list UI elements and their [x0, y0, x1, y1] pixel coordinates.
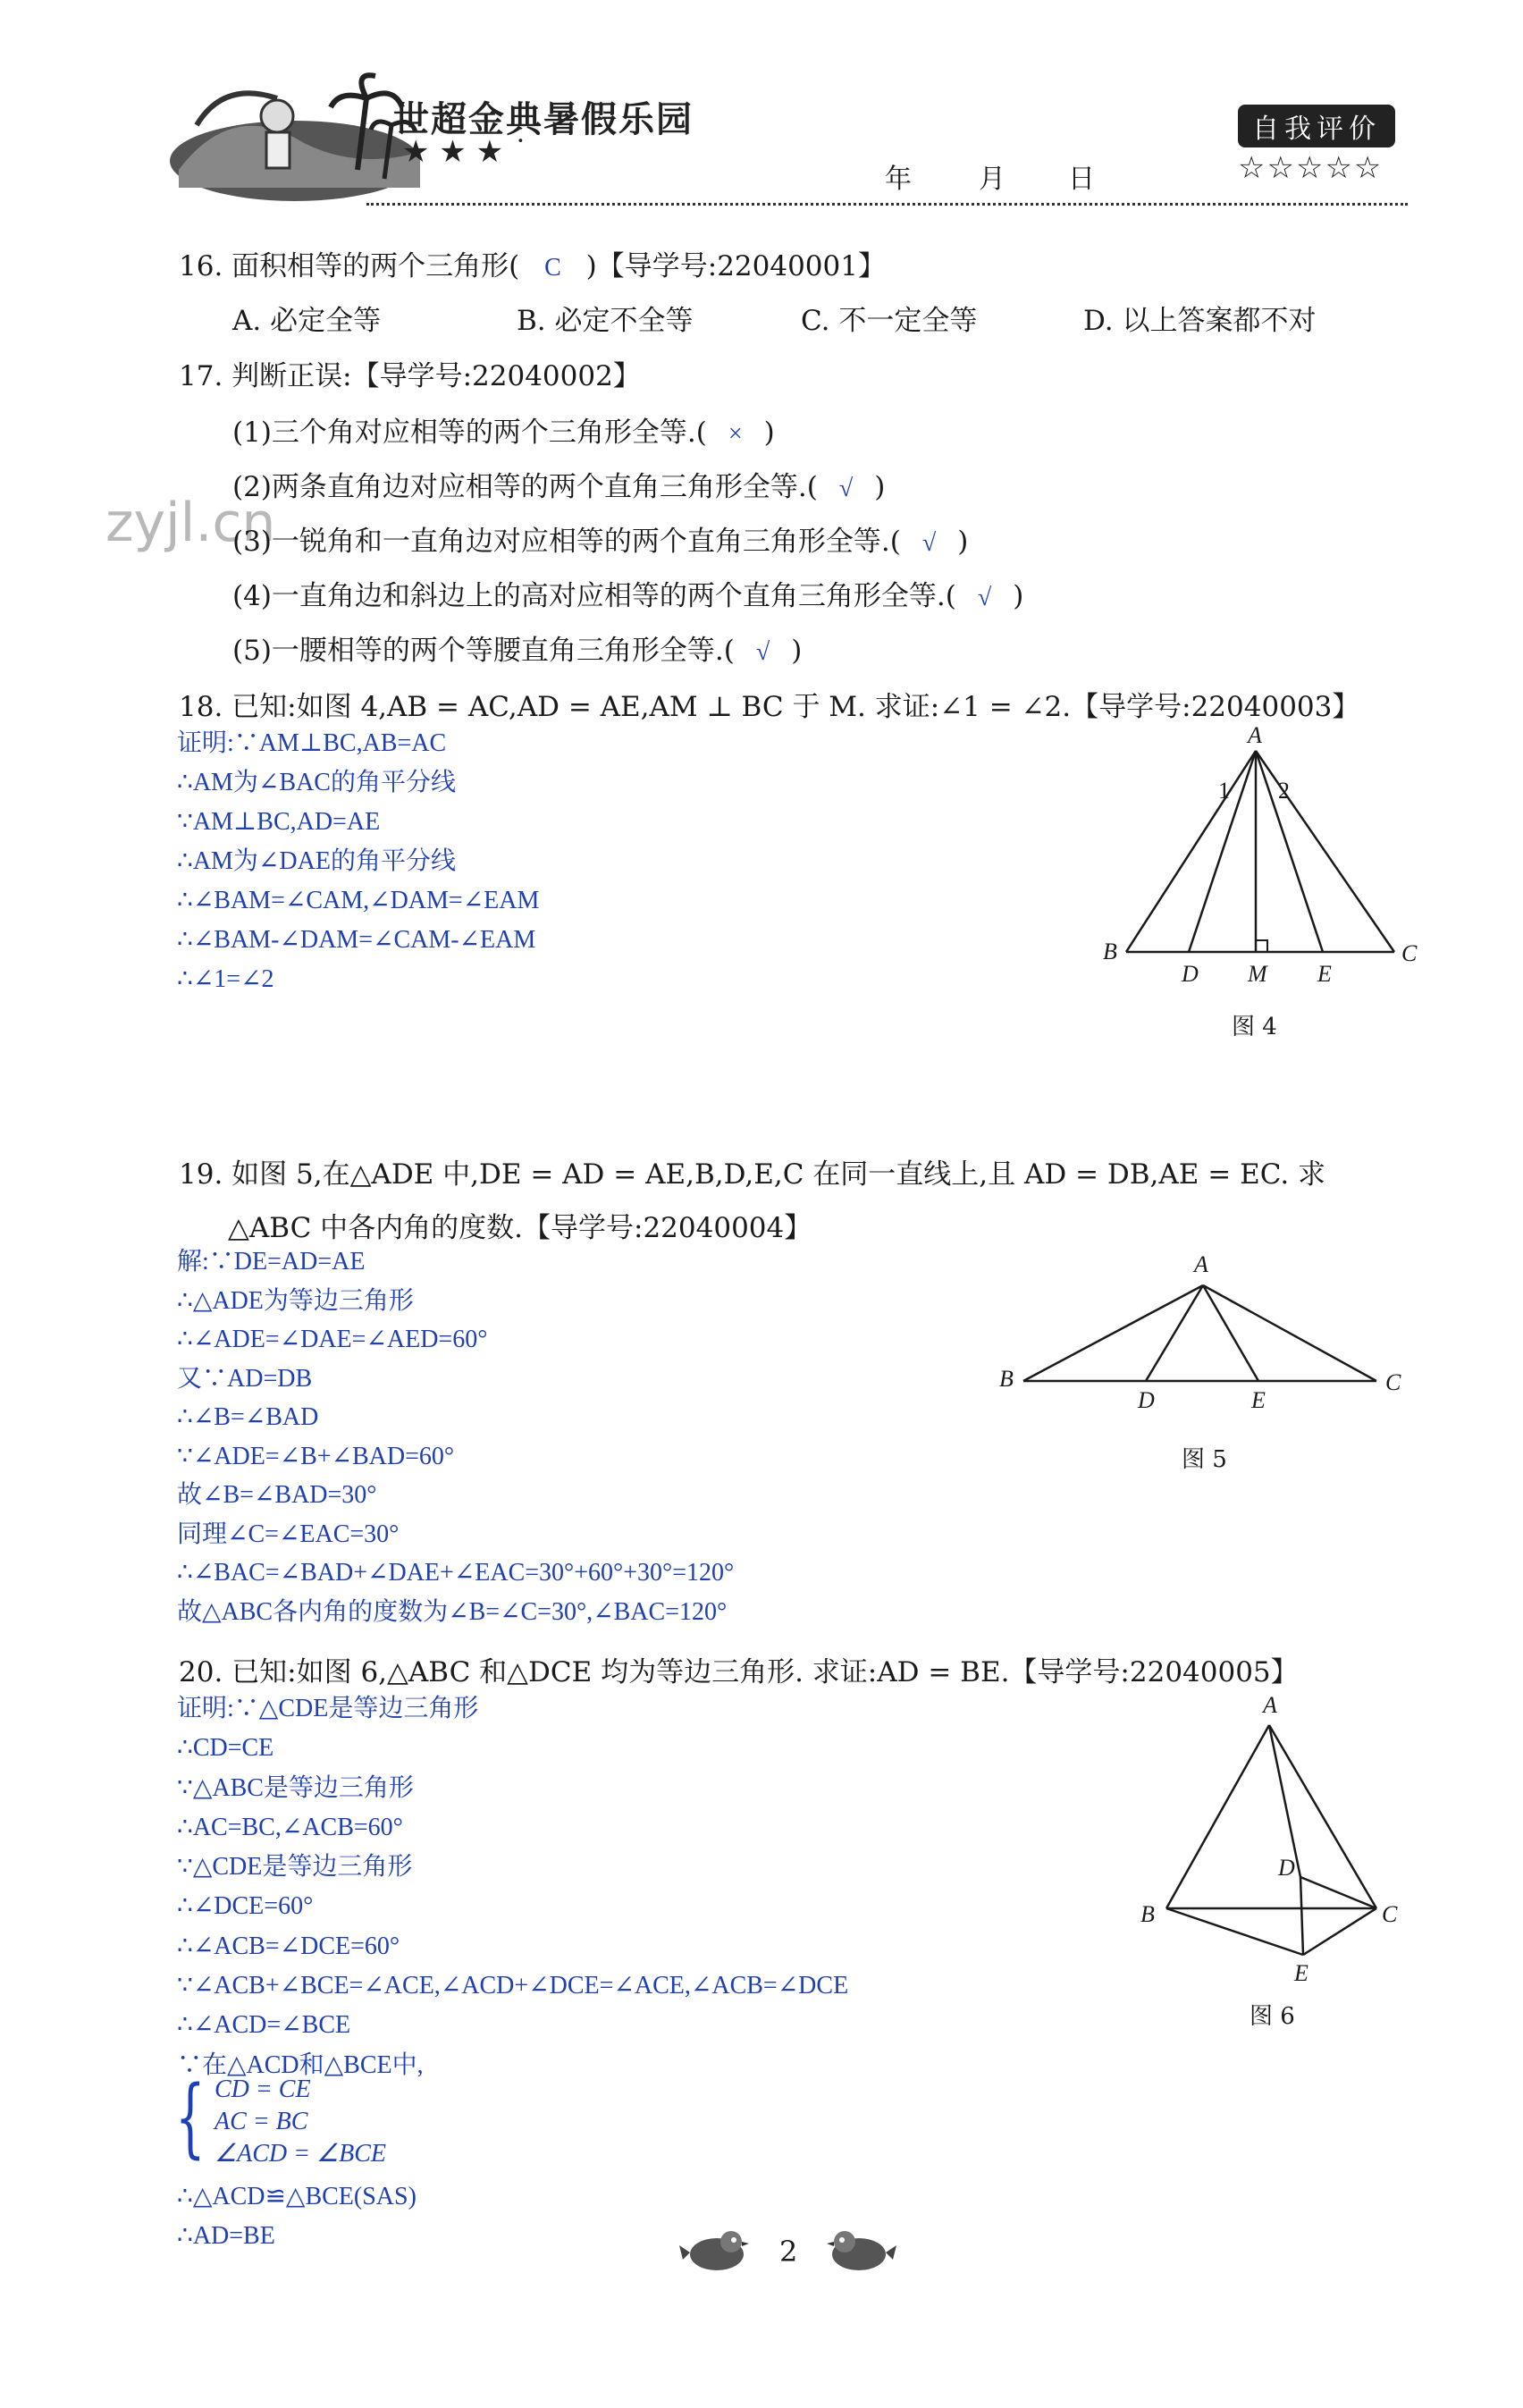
q20-line-1: 证明:∵△CDE是等边三角形	[177, 1695, 479, 1722]
rating-stars[interactable]: ☆☆☆☆☆	[1238, 150, 1384, 186]
fig6-segment-DE	[1300, 1877, 1303, 1955]
q19-line-10: 故△ABC各内角的度数为∠B=∠C=30°,∠BAC=120°	[177, 1597, 728, 1626]
q18-line-4: ∴AM为∠DAE的角平分线	[177, 847, 456, 875]
q18-line-2: ∴AM为∠BAC的角平分线	[177, 769, 456, 796]
q19-line-2: ∴△ADE为等边三角形	[177, 1286, 414, 1315]
fig6-caption: 图 6	[1250, 2003, 1295, 2030]
fig4-caption: 图 4	[1232, 1014, 1277, 1040]
q20-conclusion-1: ∴△ACD≌△BCE(SAS)	[177, 2183, 417, 2210]
q17-item-2-close: )	[874, 471, 886, 503]
q19-line-3: ∴∠ADE=∠DAE=∠AED=60°	[177, 1326, 488, 1353]
fig4-segment-AB	[1126, 751, 1256, 952]
q20-system-eq-2: AC = BC	[215, 2108, 308, 2135]
fig6-segment-EC	[1303, 1908, 1376, 1955]
q16-stem	[179, 243, 886, 283]
fig4-label-B: B	[1103, 939, 1117, 964]
q17-item-2	[232, 464, 885, 504]
q20-line-3: ∵△ABC是等边三角形	[177, 1773, 414, 1802]
watermark: zyjl.cn	[105, 492, 276, 554]
fig5-segment-AB	[1023, 1285, 1203, 1381]
fig5-label-E: E	[1251, 1387, 1266, 1413]
q20-conclusion-2: ∴AD=BE	[177, 2222, 275, 2250]
fig5-label-A: A	[1194, 1251, 1208, 1277]
q17-item-4-text: (4)一直角边和斜边上的高对应相等的两个直角三角形全等.(	[232, 580, 956, 612]
fig6-segment-BE	[1166, 1908, 1303, 1955]
fig6-segment-DC	[1300, 1877, 1376, 1908]
q16-option-b[interactable]: B. 必定不全等	[517, 305, 694, 337]
q20-system-eq-1: CD = CE	[215, 2075, 311, 2103]
q19-line-7: 故∠B=∠BAD=30°	[177, 1481, 377, 1509]
q20-brace: {	[175, 2067, 206, 2168]
q17-item-3-answer: √	[921, 529, 937, 557]
q17-item-2-text: (2)两条直角边对应相等的两个直角三角形全等.(	[232, 471, 818, 503]
q17-item-4	[232, 573, 1023, 613]
q17-item-1	[232, 409, 775, 450]
figure-4	[1099, 722, 1439, 1040]
fig4-label-E: E	[1317, 961, 1332, 987]
q18-line-1: 证明:∵AM⊥BC,AB=AC	[177, 729, 447, 757]
q16-option-d[interactable]: D. 以上答案都不对	[1083, 305, 1317, 337]
q20-solution	[177, 1689, 848, 2085]
q19-line-8: 同理∠C=∠EAC=30°	[177, 1520, 400, 1548]
q16-stem-text: 16. 面积相等的两个三角形(	[179, 250, 520, 282]
q17-item-5-answer: √	[755, 638, 770, 666]
date-year: 年	[885, 164, 912, 195]
fig4-label-C: C	[1401, 940, 1418, 966]
q20-line-10: ∵在△ACD和△BCE中,	[177, 2050, 424, 2079]
fig5-segment-AC	[1203, 1285, 1376, 1381]
q20-line-8: ∵∠ACB+∠BCE=∠ACE,∠ACD+∠DCE=∠ACE,∠ACB=∠DCE	[177, 1972, 849, 2000]
q18-stem: 18. 已知:如图 4,AB = AC,AD = AE,AM ⊥ BC 于 M. 求证:∠1 = ∠2.【导学号:22040003】	[179, 691, 1360, 723]
q17-item-1-text: (1)三个角对应相等的两个三角形全等.(	[232, 417, 707, 449]
fig5-caption: 图 5	[1182, 1446, 1227, 1473]
figure-6	[1135, 1692, 1403, 2042]
fig4-label-2: 2	[1278, 778, 1290, 804]
fig4-label-A: A	[1248, 722, 1262, 748]
header-divider	[366, 203, 1408, 206]
q17-item-5-text: (5)一腰相等的两个等腰直角三角形全等.(	[232, 635, 735, 667]
fig4-label-D: D	[1182, 961, 1199, 987]
q16-option-c[interactable]: C. 不一定全等	[801, 305, 978, 337]
fig6-label-D: D	[1278, 1855, 1295, 1881]
q17-item-5	[232, 627, 802, 668]
q16-tail: )【导学号:22040001】	[585, 250, 886, 282]
header-stars-decoration: ★ ★ ★ ˙	[402, 134, 528, 170]
q17-item-3-text: (3)一锐角和一直角边对应相等的两个直角三角形全等.(	[232, 526, 901, 558]
q17-item-3	[232, 518, 968, 559]
q19-line-9: ∴∠BAC=∠BAD+∠DAE+∠EAC=30°+60°+30°=120°	[177, 1559, 735, 1587]
q19-stem-line-2: △ABC 中各内角的度数.【导学号:22040004】	[228, 1212, 812, 1244]
q20-stem: 20. 已知:如图 6,△ABC 和△DCE 均为等边三角形. 求证:AD = BE.【导学号:22040005】	[179, 1656, 1299, 1688]
footer-bird-right-icon	[827, 2226, 898, 2279]
q17-item-3-close: )	[957, 526, 969, 558]
q20-line-7: ∴∠ACB=∠DCE=60°	[177, 1932, 400, 1960]
q18-solution	[177, 724, 539, 999]
fig6-label-A: A	[1263, 1692, 1277, 1718]
q18-line-6: ∴∠BAM-∠DAM=∠CAM-∠EAM	[177, 926, 536, 954]
q17-item-5-close: )	[791, 635, 803, 667]
fig6-label-E: E	[1294, 1960, 1308, 1986]
fig5-label-B: B	[999, 1366, 1014, 1392]
self-eval-label: 自我评价	[1238, 105, 1395, 147]
q17-item-1-close: )	[763, 417, 775, 449]
footer-bird-left-icon	[677, 2226, 749, 2279]
q20-line-5: ∵△CDE是等边三角形	[177, 1853, 413, 1882]
header-illustration	[161, 63, 429, 206]
q19-line-4: 又∵AD=DB	[177, 1364, 313, 1393]
q17-item-4-answer: √	[977, 584, 992, 611]
q20-line-2: ∴CD=CE	[177, 1734, 274, 1763]
q19-stem-line-1: 19. 如图 5,在△ADE 中,DE = AD = AE,B,D,E,C 在同一直线上,且 AD = DB,AE = EC. 求	[179, 1158, 1326, 1191]
fig4-label-1: 1	[1218, 778, 1230, 804]
q20-system	[215, 2074, 386, 2170]
fig5-label-C: C	[1385, 1369, 1401, 1395]
q16-answer: C	[544, 254, 561, 282]
q19-solution	[177, 1242, 734, 1631]
page-number: 2	[779, 2235, 798, 2269]
q20-line-4: ∴AC=BC,∠ACB=60°	[177, 1813, 403, 1841]
q19-line-6: ∵∠ADE=∠B+∠BAD=60°	[177, 1442, 455, 1470]
header-title: 世超金典暑假乐园	[393, 98, 694, 140]
q20-line-9: ∴∠ACD=∠BCE	[177, 2011, 351, 2040]
fig6-label-B: B	[1140, 1901, 1155, 1927]
q20-system-eq-3: ∠ACD = ∠BCE	[215, 2140, 386, 2168]
figure-5	[992, 1251, 1421, 1484]
date-day: 日	[1068, 164, 1095, 195]
q18-line-3: ∵AM⊥BC,AD=AE	[177, 808, 381, 836]
q17-item-1-answer: ×	[728, 420, 743, 448]
q20-line-6: ∴∠DCE=60°	[177, 1892, 314, 1921]
fig4-segment-AC	[1256, 751, 1394, 952]
q19-line-1: 解:∵DE=AD=AE	[177, 1248, 366, 1276]
q17-stem: 17. 判断正误:【导学号:22040002】	[179, 360, 641, 392]
fig6-segment-AB	[1166, 1725, 1269, 1908]
fig4-label-M: M	[1248, 961, 1267, 987]
fig5-label-D: D	[1138, 1387, 1155, 1413]
q18-line-7: ∴∠1=∠2	[177, 965, 274, 993]
q18-line-5: ∴∠BAM=∠CAM,∠DAM=∠EAM	[177, 887, 540, 914]
q17-item-2-answer: √	[838, 475, 854, 502]
date-month: 月	[979, 164, 1006, 195]
fig4-right-angle-mark	[1256, 940, 1267, 952]
q16-option-a[interactable]: A. 必定全等	[232, 305, 382, 337]
q19-line-5: ∴∠B=∠BAD	[177, 1403, 319, 1431]
q20-conclusion	[177, 2177, 417, 2256]
q17-item-4-close: )	[1013, 580, 1024, 612]
fig6-label-C: C	[1382, 1901, 1398, 1927]
